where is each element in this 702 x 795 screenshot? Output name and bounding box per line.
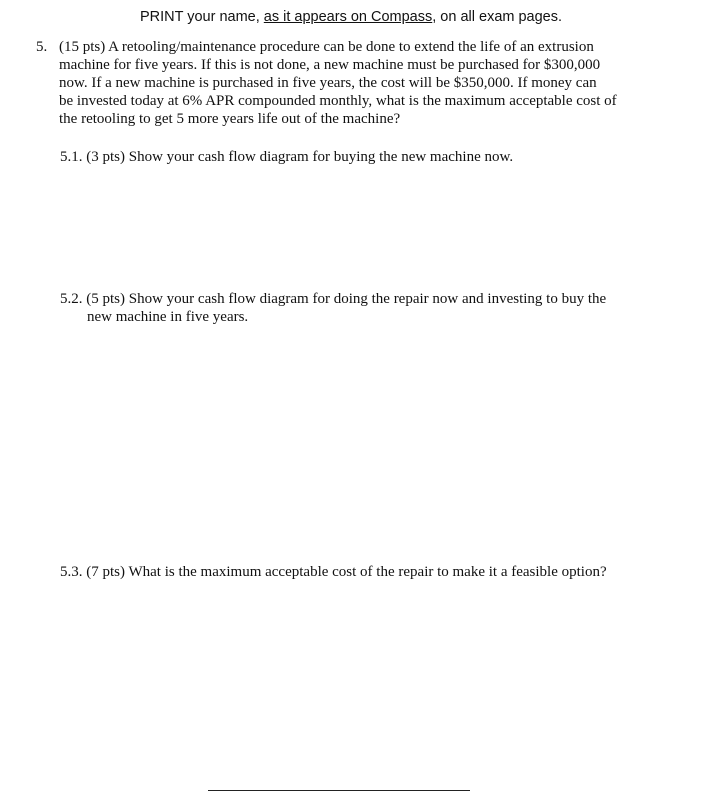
question-line: machine for five years. If this is not done, a new machine must be purchased for $300,000: [59, 57, 601, 73]
question-line: the retooling to get 5 more years life out of the machine?: [59, 111, 401, 127]
instruction-underlined: as it appears on Compass: [263, 9, 433, 25]
subquestion-line: 5.2. (5 pts) Show your cash flow diagram for doing the repair now and investing to buy the: [60, 291, 607, 307]
instruction-prefix: PRINT your name,: [139, 9, 264, 25]
instruction-suffix: , on all exam pages.: [432, 9, 563, 25]
question-line: be invested today at 6% APR compounded monthly, what is the maximum acceptable cost of: [59, 93, 617, 109]
question-line: (15 pts) A retooling/maintenance procedure can be done to extend the life of an extrusion: [59, 39, 594, 55]
subquestion-5-2: [60, 290, 660, 326]
question-number: 5.: [36, 39, 48, 55]
subquestion-line: 5.3. (7 pts) What is the maximum acceptable cost of the repair to make it a feasible option?: [60, 564, 607, 580]
question-line: now. If a new machine is purchased in five years, the cost will be $350,000. If money can: [59, 75, 597, 91]
question-text: [59, 38, 664, 128]
subquestion-line: new machine in five years.: [87, 309, 249, 325]
subquestion-5-3: [60, 563, 660, 581]
subquestion-5-1: [60, 148, 660, 166]
name-signature-line: [208, 790, 470, 791]
print-name-instruction: [0, 8, 702, 26]
subquestion-line: 5.1. (3 pts) Show your cash flow diagram for buying the new machine now.: [60, 149, 514, 165]
